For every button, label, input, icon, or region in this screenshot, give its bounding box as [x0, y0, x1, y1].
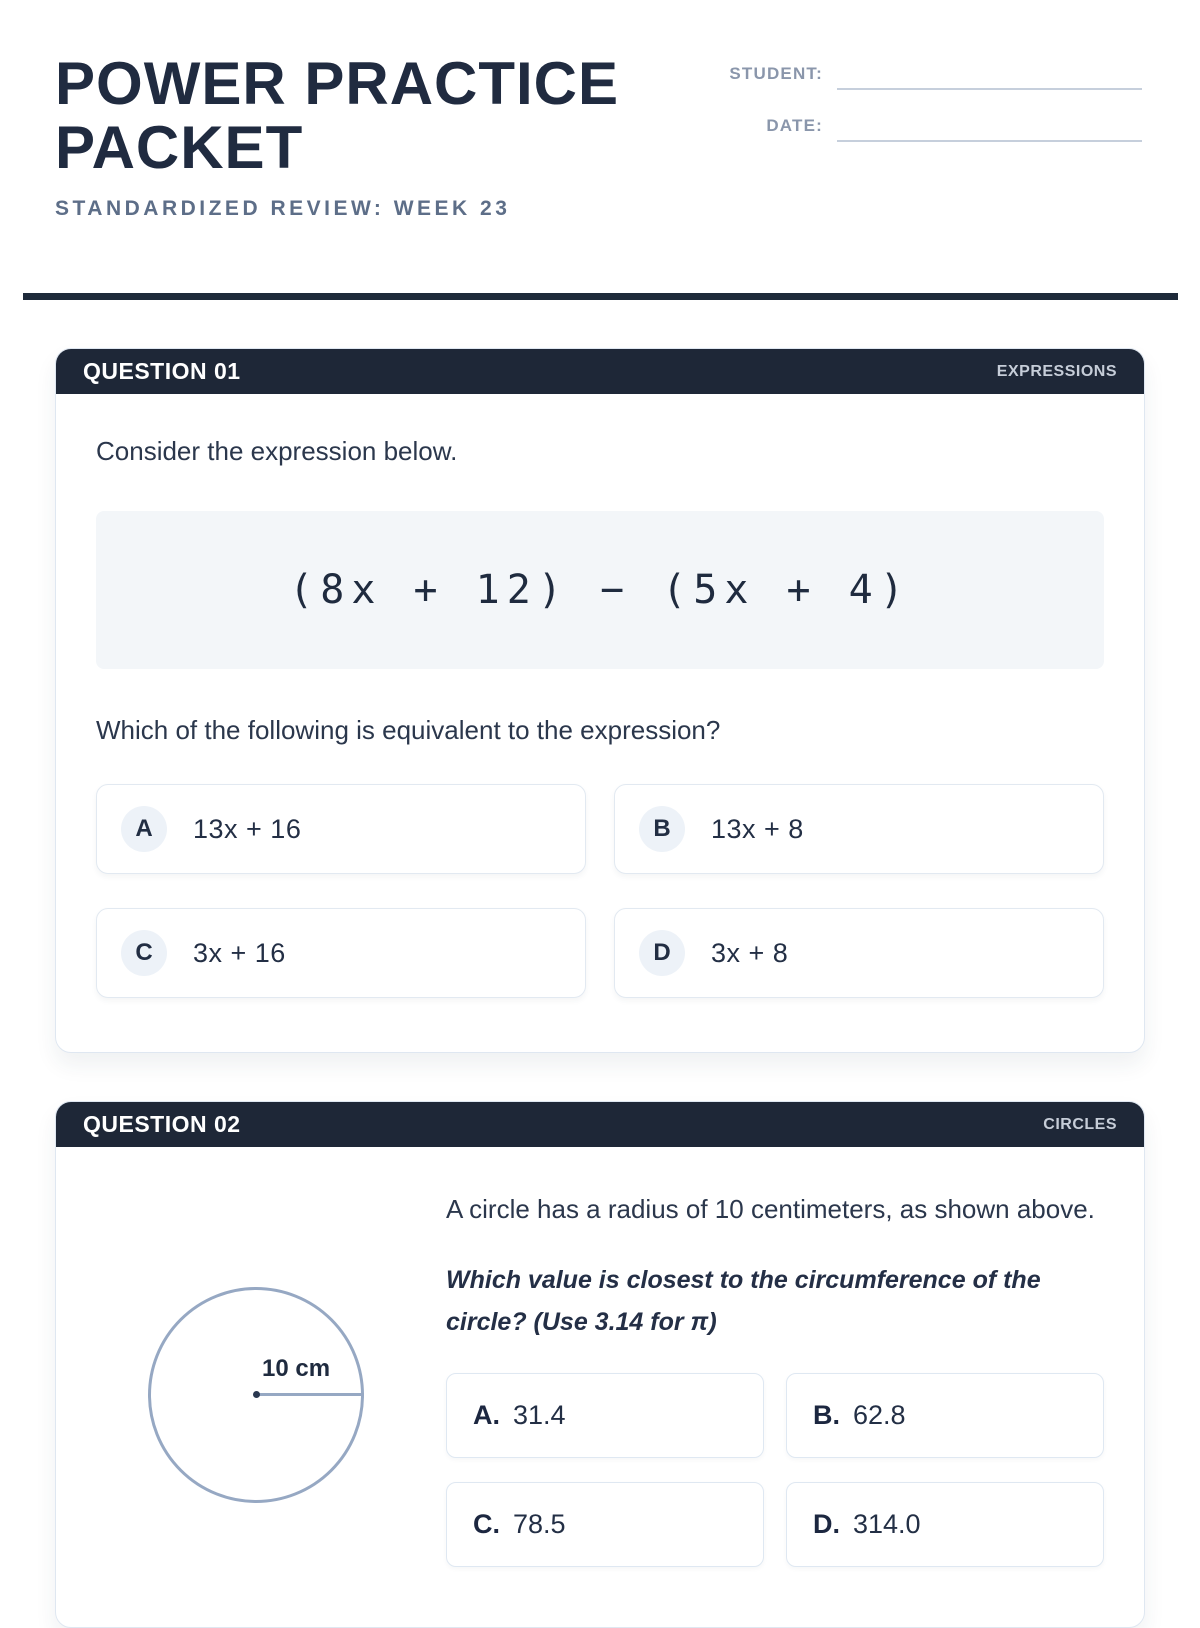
- question-1-topic-badge: EXPRESSIONS: [996, 362, 1117, 380]
- question-1-prompt: Consider the expression below.: [96, 436, 458, 467]
- option-a[interactable]: [96, 784, 586, 874]
- option-d-text: 314.0: [853, 1509, 921, 1540]
- circle-diagram: [148, 1287, 364, 1503]
- option-d-text: 3x + 8: [711, 937, 789, 968]
- option-a-badge: A: [121, 806, 167, 852]
- question-2-text-column: [396, 1187, 1104, 1567]
- question-2-number: QUESTION 02: [83, 1111, 241, 1138]
- header-divider: [23, 293, 1178, 300]
- student-label: STUDENT:: [729, 64, 823, 83]
- option-b[interactable]: [786, 1373, 1104, 1458]
- question-2-header: [56, 1102, 1144, 1147]
- expression-box: [96, 511, 1104, 669]
- option-a-text: 13x + 16: [193, 813, 302, 844]
- question-2-options: [446, 1373, 1104, 1567]
- page-header: [0, 0, 1200, 221]
- date-input-line[interactable]: [837, 118, 1142, 142]
- page-subtitle: STANDARDIZED REVIEW: WEEK 23: [55, 197, 511, 221]
- circle-diagram-column: [96, 1187, 396, 1567]
- date-field-row: [715, 116, 1142, 142]
- option-b[interactable]: [614, 784, 1104, 874]
- expression-text: (8x + 12) − (5x + 4): [289, 567, 911, 614]
- page-title: POWER PRACTICE PACKET: [55, 50, 620, 181]
- question-1-card: [55, 348, 1145, 1053]
- option-d-badge: D: [639, 930, 685, 976]
- option-c[interactable]: [96, 908, 586, 998]
- question-2-card: [55, 1101, 1145, 1628]
- question-2-prompt: A circle has a radius of 10 centimeters, as shown above.: [446, 1194, 1095, 1225]
- option-c-text: 3x + 16: [193, 937, 286, 968]
- option-c-letter: C.: [473, 1509, 500, 1540]
- option-d[interactable]: [786, 1482, 1104, 1567]
- option-b-text: 62.8: [853, 1400, 906, 1431]
- question-2-topic-badge: CIRCLES: [1043, 1115, 1117, 1133]
- option-d[interactable]: [614, 908, 1104, 998]
- radius-line: [256, 1393, 364, 1396]
- question-1-header: [56, 349, 1144, 394]
- option-a[interactable]: [446, 1373, 764, 1458]
- question-1-body: [56, 394, 1144, 1052]
- radius-label: 10 cm: [262, 1355, 331, 1383]
- option-c[interactable]: [446, 1482, 764, 1567]
- question-1-stem: Which of the following is equivalent to the expression?: [96, 715, 721, 746]
- option-c-text: 78.5: [513, 1509, 566, 1540]
- question-1-options: [96, 784, 1104, 998]
- student-field-row: [715, 64, 1142, 90]
- question-2-body: [56, 1147, 1144, 1627]
- option-d-letter: D.: [813, 1509, 840, 1540]
- option-a-letter: A.: [473, 1400, 500, 1431]
- name-date-fields: [715, 52, 1142, 221]
- option-a-text: 31.4: [513, 1400, 566, 1431]
- option-c-badge: C: [121, 930, 167, 976]
- option-b-badge: B: [639, 806, 685, 852]
- question-1-number: QUESTION 01: [83, 358, 241, 385]
- question-2-stem: Which value is closest to the circumference of the circle? (Use 3.14 for π): [446, 1266, 1041, 1337]
- student-input-line[interactable]: [837, 66, 1142, 90]
- option-b-letter: B.: [813, 1400, 840, 1431]
- date-label: DATE:: [766, 116, 823, 135]
- title-block: [55, 52, 705, 221]
- option-b-text: 13x + 8: [711, 813, 804, 844]
